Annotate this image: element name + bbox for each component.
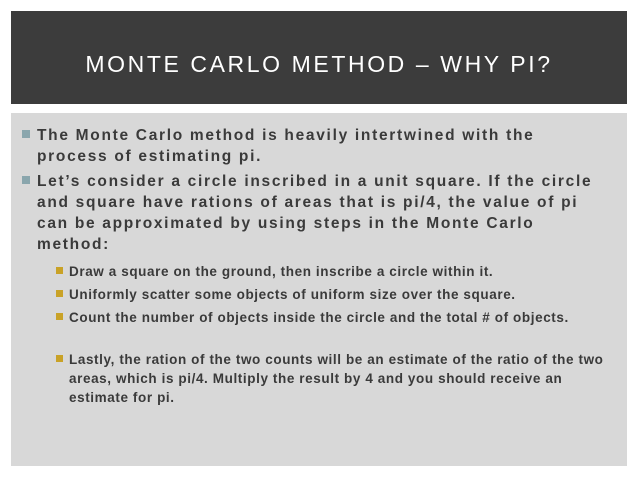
sub-bullet-text: Draw a square on the ground, then inscribe a circle within it. (69, 264, 494, 279)
sub-bullet-item (69, 350, 609, 407)
sub-bullet-item (69, 262, 609, 281)
bullet-text: Let’s consider a circle inscribed in a unit square. If the circle and square have rations of areas that is pi/4, the value of pi can be approximated by using steps in the Monte Carlo method: (37, 173, 593, 253)
square-sub-bullet-icon (56, 290, 63, 297)
content-panel (11, 113, 627, 466)
sub-bullet-item (69, 285, 609, 304)
square-bullet-icon (22, 130, 30, 138)
bullet-text: The Monte Carlo method is heavily intertwined with the process of estimating pi. (37, 127, 535, 165)
square-sub-bullet-icon (56, 267, 63, 274)
sub-bullet-item (69, 308, 609, 327)
bullet-item (37, 171, 597, 255)
sub-bullet-text: Count the number of objects inside the circle and the total # of objects. (69, 310, 569, 325)
square-sub-bullet-icon (56, 355, 63, 362)
sub-bullet-text: Lastly, the ration of the two counts will be an estimate of the ratio of the two areas, which is pi/4. Multiply the result by 4 and you should receive an estimate for pi. (69, 352, 604, 405)
title-bar (11, 11, 627, 104)
sub-bullet-text: Uniformly scatter some objects of uniform size over the square. (69, 287, 516, 302)
slide-title: MONTE CARLO METHOD – WHY PI? (85, 51, 553, 77)
square-sub-bullet-icon (56, 313, 63, 320)
square-bullet-icon (22, 176, 30, 184)
bullet-item (37, 125, 597, 167)
